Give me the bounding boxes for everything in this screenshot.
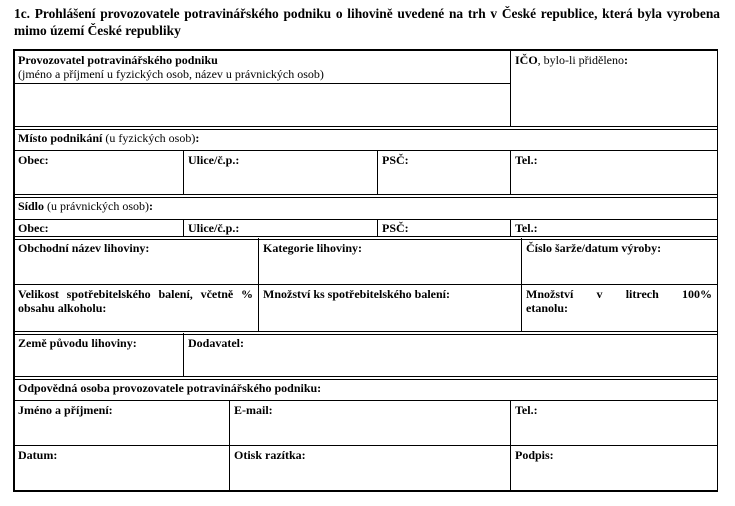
package-size-field[interactable]: Velikost spotřebitelského balení, včetně % obsahu alkoholu: <box>18 287 253 315</box>
supplier-field[interactable]: Dodavatel: <box>188 336 244 350</box>
tel-field[interactable]: Tel.: <box>515 221 538 235</box>
operator-label: Provozovatel potravinářského podniku <box>18 53 218 67</box>
ethanol-word: v <box>596 287 603 301</box>
stamp-field[interactable]: Otisk razítka: <box>234 448 306 462</box>
package-count-field[interactable]: Množství ks spotřebitelského balení: <box>263 287 451 301</box>
registered-office-note: (u právnických osob) <box>44 199 149 213</box>
business-place-label: Místo podnikání <box>18 131 103 145</box>
street-field[interactable]: Ulice/č.p.: <box>188 221 240 235</box>
category-field[interactable]: Kategorie lihoviny: <box>263 241 362 255</box>
form-title: 1c. Prohlášení provozovatele potravinářského podniku o lihovině uvedené na trh v České republice, která byla vyrobena mimo území České republiky <box>14 6 720 38</box>
rule <box>13 83 511 84</box>
registered-office-heading <box>14 197 714 215</box>
business-place-colon: : <box>195 131 200 145</box>
operator-field[interactable] <box>14 51 510 83</box>
country-of-origin-field[interactable]: Země původu lihoviny: <box>18 336 137 350</box>
trade-name-field[interactable]: Obchodní název lihoviny: <box>18 241 150 255</box>
tel-field[interactable]: Tel.: <box>515 153 538 167</box>
psc-field[interactable]: PSČ: <box>382 153 409 167</box>
name-field[interactable]: Jméno a příjmení: <box>18 403 113 417</box>
ethanol-volume-label-end: etanolu: <box>526 301 568 315</box>
batch-field[interactable]: Číslo šarže/datum výroby: <box>526 241 662 255</box>
ethanol-volume-label <box>526 287 712 301</box>
registered-office-label: Sídlo <box>18 199 45 213</box>
frame-bottom <box>13 490 718 492</box>
ico-field[interactable] <box>511 51 716 69</box>
street-field[interactable]: Ulice/č.p.: <box>188 153 240 167</box>
ico-label: IČO <box>515 53 538 67</box>
email-field[interactable]: E-mail: <box>234 403 273 417</box>
ethanol-volume-field[interactable] <box>522 285 716 317</box>
business-place-note: (u fyzických osob) <box>102 131 196 145</box>
tel-field[interactable]: Tel.: <box>515 403 538 417</box>
obec-field[interactable]: Obec: <box>18 221 49 235</box>
signature-field[interactable]: Podpis: <box>515 448 554 462</box>
frame-left <box>13 49 15 492</box>
obec-field[interactable]: Obec: <box>18 153 49 167</box>
operator-note: (jméno a příjmení u fyzických osob, název u právnických osob) <box>18 67 324 81</box>
ethanol-word: litrech <box>625 287 659 301</box>
responsible-person-heading: Odpovědná osoba provozovatele potravinářského podniku: <box>18 381 322 395</box>
rule <box>13 194 718 195</box>
ico-label-note: , bylo-li přiděleno <box>537 53 624 67</box>
registered-office-colon: : <box>149 199 153 213</box>
rule <box>13 376 718 377</box>
rule <box>13 331 718 332</box>
date-field[interactable]: Datum: <box>18 448 58 462</box>
ico-label-colon: : <box>624 53 628 67</box>
business-place-heading <box>14 129 714 147</box>
psc-field[interactable]: PSČ: <box>382 221 409 235</box>
ethanol-word: Množství <box>526 287 574 301</box>
frame-right <box>717 49 719 492</box>
ethanol-word: 100% <box>682 287 712 301</box>
rule <box>13 126 718 127</box>
